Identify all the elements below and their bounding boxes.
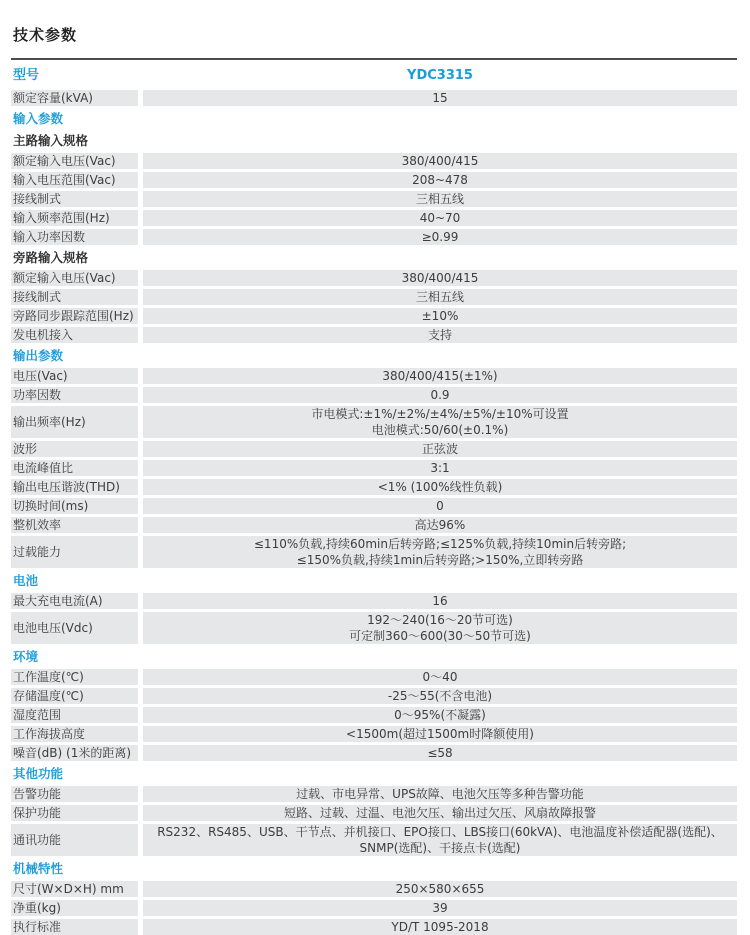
row-value — [143, 786, 737, 802]
value-line: 40~70 — [419, 211, 461, 225]
row-label: 湿度范围 — [11, 707, 138, 723]
value-line: RS232、RS485、USB、干节点、并机接口、EPO接口、LBS接口(60kVA)、电池温度补偿适配器(选配)、 — [157, 825, 723, 839]
row-value — [143, 612, 737, 644]
row-value — [143, 688, 737, 704]
value-line: 电池模式:50/60(±0.1%) — [371, 423, 509, 437]
value-line: <1500m(超过1500m时降额使用) — [346, 727, 534, 741]
value-line: 短路、过载、过温、电池欠压、输出过欠压、风扇故障报警 — [283, 806, 596, 820]
row-value — [143, 919, 737, 935]
row-label: 告警功能 — [11, 786, 138, 802]
row-value — [143, 881, 737, 897]
table-row — [11, 919, 737, 935]
table-row — [11, 498, 737, 514]
row-label: 存储温度(℃) — [11, 688, 138, 704]
section-header: 输出参数 — [13, 348, 64, 363]
value-line: 高达96% — [414, 518, 466, 532]
row-label: 输出电压谐波(THD) — [11, 479, 138, 495]
value-line: 可定制360～600(30～50节可选) — [349, 629, 531, 643]
section-header: 环境 — [13, 649, 39, 664]
value-line: 正弦波 — [421, 442, 458, 456]
value-line: ≤110%负载,持续60min后转旁路;≤125%负载,持续10min后转旁路; — [253, 537, 627, 551]
row-value — [143, 441, 737, 457]
table-row — [11, 441, 737, 457]
value-line: 39 — [432, 901, 448, 915]
sub-section-header: 旁路输入规格 — [13, 250, 89, 265]
table-row — [11, 191, 737, 207]
row-value — [143, 536, 737, 568]
row-value — [143, 669, 737, 685]
row-label: 噪音(dB) (1米的距离) — [11, 745, 138, 761]
row-value — [143, 270, 737, 286]
value-line: ≤150%负载,持续1min后转旁路;>150%,立即转旁路 — [296, 553, 584, 567]
table-rows — [11, 90, 737, 935]
table-row — [11, 479, 737, 495]
row-label: 额定输入电压(Vac) — [11, 270, 138, 286]
table-row — [11, 289, 737, 305]
row-value — [143, 368, 737, 384]
row-value — [143, 308, 737, 324]
row-value — [143, 210, 737, 226]
section-header: 输入参数 — [13, 111, 64, 126]
row-label: 执行标准 — [11, 919, 138, 935]
value-line: 三相五线 — [415, 192, 464, 206]
table-row — [11, 308, 737, 324]
row-label: 接线制式 — [11, 191, 138, 207]
row-label: 接线制式 — [11, 289, 138, 305]
table-row — [11, 669, 737, 685]
row-value — [143, 172, 737, 188]
table-row — [11, 707, 737, 723]
row-value — [143, 824, 737, 856]
model-row-label: 型号 — [13, 67, 40, 83]
row-label: 最大充电电流(A) — [11, 593, 138, 609]
row-value — [143, 153, 737, 169]
value-line: ≤58 — [427, 746, 453, 760]
page-title: 技术参数 — [13, 26, 78, 44]
row-value — [143, 900, 737, 916]
table-row — [11, 881, 737, 897]
table-row — [11, 90, 737, 106]
row-label: 工作海拔高度 — [11, 726, 138, 742]
row-label: 输出频率(Hz) — [11, 406, 138, 438]
value-line: <1% (100%线性负载) — [377, 480, 503, 494]
table-row — [11, 460, 737, 476]
sub-section-header: 主路输入规格 — [13, 133, 89, 148]
table-row — [11, 172, 737, 188]
value-line: 0 — [436, 499, 444, 513]
table-row — [11, 406, 737, 438]
table-row — [11, 824, 737, 856]
value-line: -25～55(不含电池) — [387, 689, 493, 703]
row-value — [143, 517, 737, 533]
row-label: 发电机接入 — [11, 327, 138, 343]
value-line: 0～95%(不凝露) — [394, 708, 486, 722]
row-value — [143, 90, 737, 106]
table-row — [11, 210, 737, 226]
value-line: 380/400/415(±1%) — [382, 369, 498, 383]
value-line: YD/T 1095-2018 — [391, 920, 489, 934]
row-label: 电池电压(Vdc) — [11, 612, 138, 644]
row-value — [143, 327, 737, 343]
row-value — [143, 498, 737, 514]
spec-table — [11, 58, 737, 935]
row-label: 输入功率因数 — [11, 229, 138, 245]
row-value — [143, 805, 737, 821]
value-line: 过载、市电异常、UPS故障、电池欠压等多种告警功能 — [296, 787, 584, 801]
table-row — [11, 612, 737, 644]
row-label: 工作温度(℃) — [11, 669, 138, 685]
value-line: 市电模式:±1%/±2%/±4%/±5%/±10%可设置 — [311, 407, 569, 421]
row-value — [143, 745, 737, 761]
row-value — [143, 289, 737, 305]
row-label: 电流峰值比 — [11, 460, 138, 476]
value-line: ≥0.99 — [421, 230, 459, 244]
table-row — [11, 593, 737, 609]
value-line: 0～40 — [422, 670, 458, 684]
row-value — [143, 726, 737, 742]
table-row — [11, 387, 737, 403]
model-row-value — [143, 67, 737, 84]
row-value — [143, 191, 737, 207]
row-label: 通讯功能 — [11, 824, 138, 856]
row-label: 电压(Vac) — [11, 368, 138, 384]
section-header: 电池 — [13, 573, 39, 588]
table-row — [11, 368, 737, 384]
table-row — [11, 745, 737, 761]
row-label: 功率因数 — [11, 387, 138, 403]
row-label: 额定输入电压(Vac) — [11, 153, 138, 169]
table-row — [11, 229, 737, 245]
value-line: 三相五线 — [415, 290, 464, 304]
row-value — [143, 460, 737, 476]
row-value — [143, 406, 737, 438]
row-value — [143, 593, 737, 609]
table-row — [11, 805, 737, 821]
value-line: 192～240(16～20节可选) — [367, 613, 513, 627]
row-label: 波形 — [11, 441, 138, 457]
section-header: 机械特性 — [13, 861, 64, 876]
value-line: 支持 — [427, 328, 452, 342]
table-row — [11, 270, 737, 286]
row-value — [143, 479, 737, 495]
value-line: 208~478 — [412, 173, 468, 187]
value-line: SNMP(选配)、干接点卡(选配) — [359, 841, 521, 855]
value-line: 250×580×655 — [395, 882, 485, 896]
value-line: 380/400/415 — [401, 154, 479, 168]
row-value — [143, 707, 737, 723]
model-value-line: YDC3315 — [407, 68, 473, 83]
table-row — [11, 327, 737, 343]
value-line: 3:1 — [430, 461, 450, 475]
row-label: 旁路同步跟踪范围(Hz) — [11, 308, 138, 324]
row-value — [143, 387, 737, 403]
table-row — [11, 900, 737, 916]
row-value — [143, 229, 737, 245]
row-label: 整机效率 — [11, 517, 138, 533]
row-label: 输入电压范围(Vac) — [11, 172, 138, 188]
table-row — [11, 517, 737, 533]
table-row-model — [11, 65, 737, 87]
value-line: 0.9 — [430, 388, 450, 402]
table-row — [11, 536, 737, 568]
row-label: 额定容量(kVA) — [11, 90, 138, 106]
row-label: 净重(kg) — [11, 900, 138, 916]
table-row — [11, 726, 737, 742]
table-row — [11, 153, 737, 169]
row-label: 过载能力 — [11, 536, 138, 568]
value-line: 15 — [432, 91, 448, 105]
table-row — [11, 688, 737, 704]
section-header: 其他功能 — [13, 766, 64, 781]
value-line: 380/400/415 — [401, 271, 479, 285]
value-line: 16 — [432, 594, 448, 608]
row-label: 尺寸(W×D×H) mm — [11, 881, 138, 897]
value-line: ±10% — [421, 309, 459, 323]
row-label: 保护功能 — [11, 805, 138, 821]
table-row — [11, 786, 737, 802]
row-label: 输入频率范围(Hz) — [11, 210, 138, 226]
row-label: 切换时间(ms) — [11, 498, 138, 514]
